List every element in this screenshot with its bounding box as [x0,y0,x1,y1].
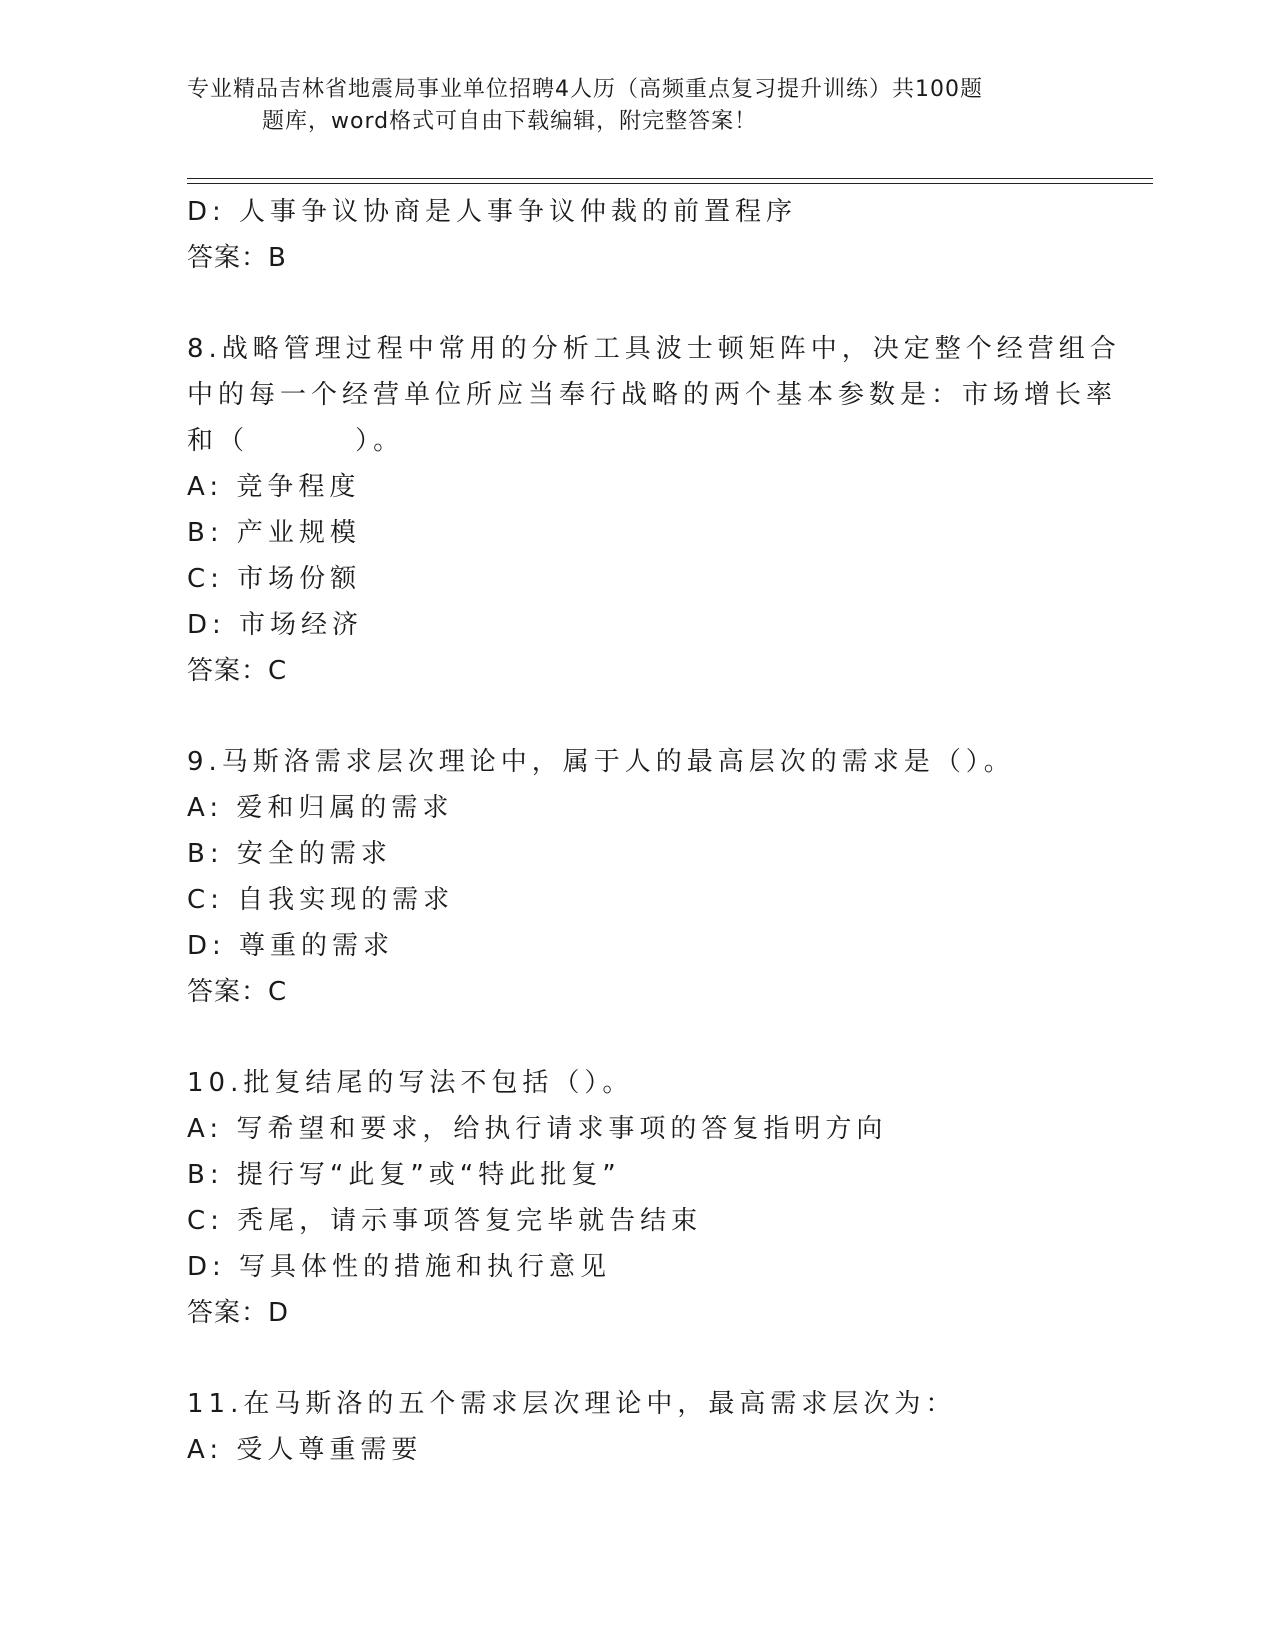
q10-option-a: A: 写希望和要求，给执行请求事项的答复指明方向 [187,1114,888,1144]
q8-stem-line1: 8.战略管理过程中常用的分析工具波士顿矩阵中，决定整个经营组合 [187,334,1121,364]
q8-answer: 答案：C [187,656,288,686]
q9-stem: 9.马斯洛需求层次理论中，属于人的最高层次的需求是（）。 [187,747,1015,777]
q8-option-b: B: 产业规模 [187,518,361,548]
header-title-line1: 专业精品吉林省地震局事业单位招聘4人历（高频重点复习提升训练）共100题 [187,77,983,102]
document-header [187,74,1067,138]
prev-answer: 答案：B [187,243,287,273]
question-list [187,189,1121,1473]
q10-stem: 10.批复结尾的写法不包括（）。 [187,1068,634,1098]
q10-option-b: B: 提行写“此复”或“特此批复” [187,1160,621,1190]
q11-option-a: A: 受人尊重需要 [187,1435,423,1465]
spacer [187,1336,1067,1381]
q10-option-c: C: 秃尾，请示事项答复完毕就告结束 [187,1206,703,1236]
header-title-line2: 题库，word格式可自由下载编辑，附完整答案！ [262,109,758,134]
q10-option-d: D: 写具体性的措施和执行意见 [187,1252,612,1282]
q8-option-d: D: 市场经济 [187,610,364,640]
q9-option-a: A: 爱和归属的需求 [187,793,454,823]
header-divider-top [187,178,1153,179]
header-divider-bottom [187,183,1153,184]
q9-option-c: C: 自我实现的需求 [187,885,455,915]
q8-stem-line2: 中的每一个经营单位所应当奉行战略的两个基本参数是：市场增长率 [187,380,1118,410]
q11-stem: 11.在马斯洛的五个需求层次理论中，最高需求层次为： [187,1389,957,1419]
q9-option-d: D: 尊重的需求 [187,931,395,961]
q9-option-b: B: 安全的需求 [187,839,392,869]
q8-stem-line3: 和（ ）。 [187,426,405,456]
spacer [187,1015,1067,1060]
q9-answer: 答案：C [187,977,288,1007]
q8-option-c: C: 市场份额 [187,564,362,594]
spacer [187,281,1067,326]
q10-answer: 答案：D [187,1298,290,1328]
prev-option-d: D: 人事争议协商是人事争议仲裁的前置程序 [187,197,798,227]
q8-option-a: A: 竞争程度 [187,472,361,502]
spacer [187,694,1067,739]
